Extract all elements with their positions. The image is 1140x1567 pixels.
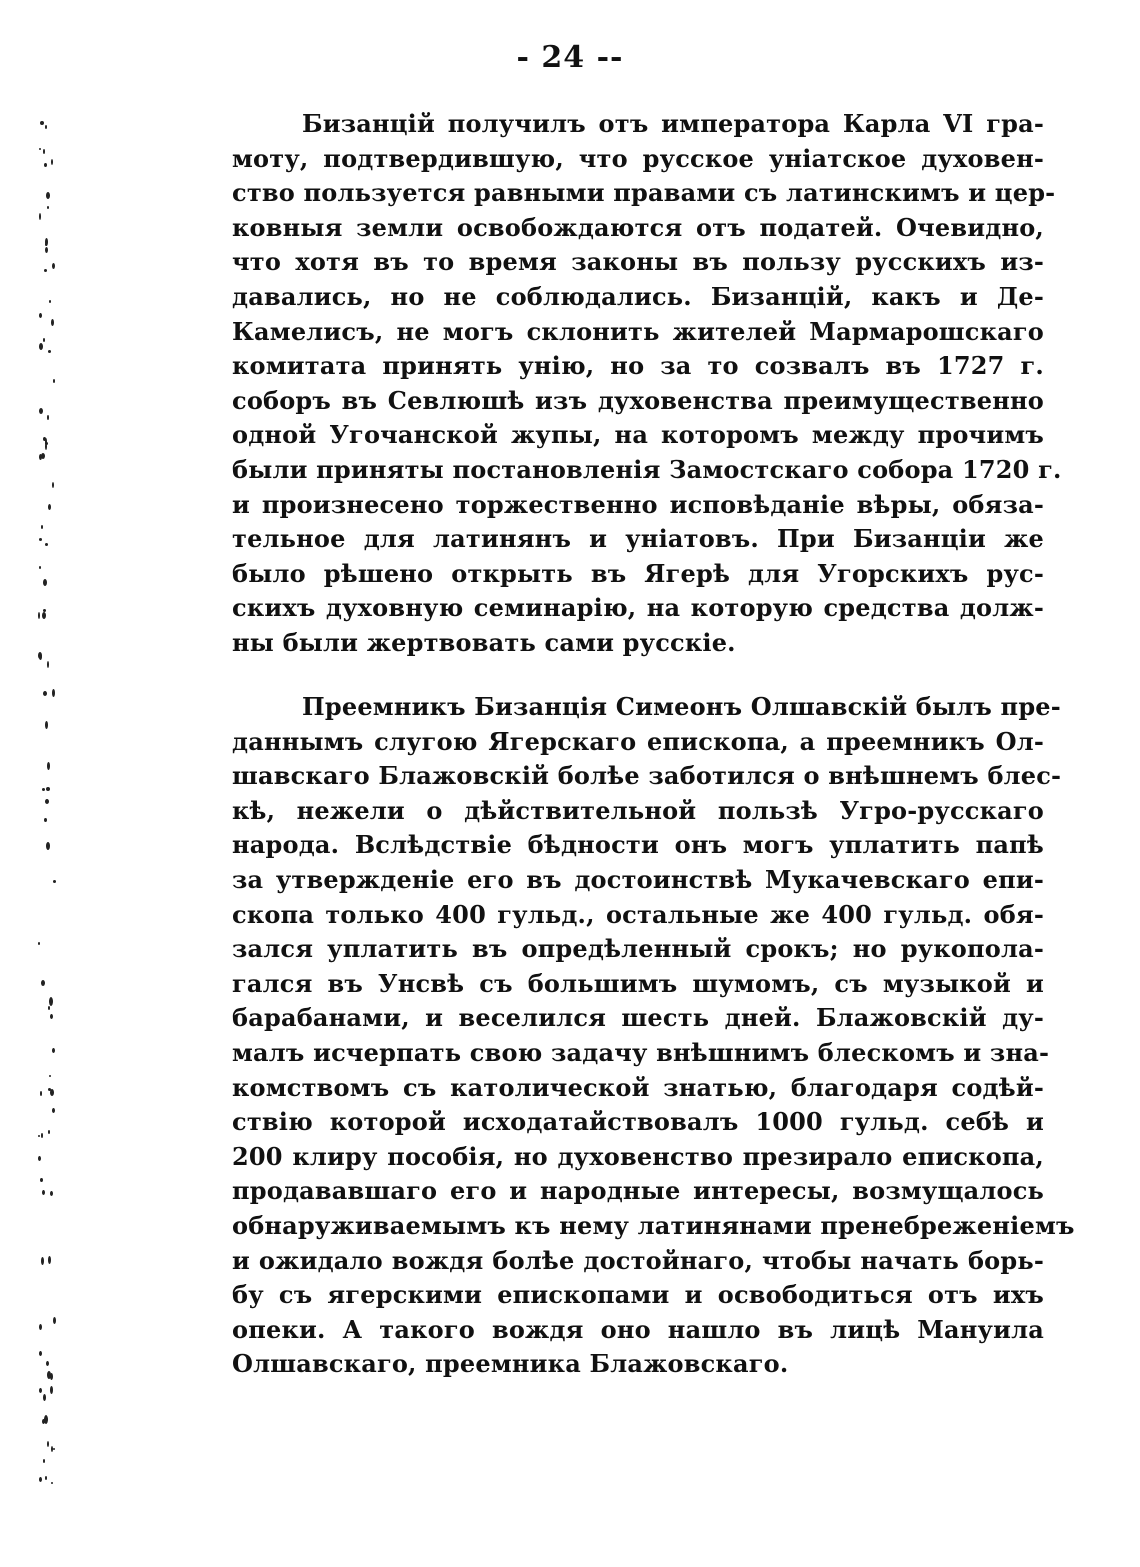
text-line: продававшаго его и народные интересы, возмущалось [232, 1176, 1044, 1206]
scan-speck [43, 437, 46, 441]
text-line: было рѣшено открыть въ Ягерѣ для Угорскихъ рус- [232, 558, 1044, 588]
scan-speck [39, 654, 42, 660]
text-line: комитата принять унію, но за то созвалъ въ 1727 г. [232, 351, 1044, 381]
scan-speck [39, 1351, 42, 1356]
scan-speck [38, 1156, 41, 1161]
scan-speck [44, 818, 47, 822]
text-line: ство пользуется равными правами съ латинскимъ и цер- [232, 178, 1056, 208]
text-line: малъ исчерпать свою задачу внѣшнимъ блескомъ и зна- [232, 1037, 1050, 1067]
scan-speck [50, 1014, 53, 1019]
text-line: опеки. А такого вождя оно нашло въ лицѣ Мануила [232, 1314, 1044, 1344]
scan-speck [51, 1446, 53, 1452]
text-line: даннымъ слугою Ягерскаго епископа, а преемникъ Ол- [232, 726, 1044, 756]
scan-speck [52, 263, 55, 269]
scan-speck [41, 980, 45, 986]
scan-speck [42, 612, 46, 619]
text-line: тельное для латинянъ и уніатовъ. При Бизанціи же [232, 524, 1044, 554]
text-line: одной Угочанской жупы, на которомъ между прочимъ [232, 420, 1044, 450]
scan-speck [52, 1108, 55, 1113]
scan-speck [41, 1133, 43, 1138]
binding-edge-marks [0, 120, 70, 1500]
scan-speck [51, 159, 53, 165]
scan-speck [47, 415, 49, 420]
scan-speck [43, 338, 45, 342]
scan-speck [48, 350, 51, 353]
text-line: Камелисъ, не могъ склонить жителей Мармарошскаго [232, 316, 1044, 346]
text-line: моту, подтвердившую, что русское уніатское духовен- [232, 143, 1044, 173]
text-line: скихъ духовную семинарію, на которую средства долж- [232, 593, 1044, 623]
scan-speck [38, 612, 40, 619]
scan-speck [45, 1476, 47, 1480]
scan-speck [46, 192, 50, 199]
scan-speck [45, 543, 48, 546]
scan-speck [43, 1394, 46, 1401]
text-line: 200 клиру пособія, но духовенство презирало епископа, [232, 1141, 1044, 1171]
scan-speck [43, 149, 45, 154]
scan-speck [40, 1178, 43, 1182]
scan-speck [48, 1006, 50, 1010]
scan-speck [46, 787, 50, 791]
scan-speck [39, 538, 42, 541]
scan-speck [43, 691, 47, 696]
scan-speck [53, 880, 56, 883]
text-line: барабанами, и веселился шесть дней. Блажовскій ду- [232, 1003, 1044, 1033]
scan-speck [48, 504, 51, 510]
scan-speck [44, 269, 47, 272]
text-line: бу съ ягерскими епископами и освободиться отъ ихъ [232, 1280, 1044, 1310]
scan-speck [45, 238, 48, 246]
text-line: зался уплатить въ опредѣленный срокъ; но рукопола- [232, 934, 1044, 964]
scan-speck [53, 1317, 56, 1324]
text-line: Олшавскаго, преемника Блажовскаго. [232, 1349, 789, 1379]
text-line: народа. Вслѣдствіе бѣдности онъ могъ уплатить папѣ [232, 830, 1044, 860]
scan-speck [46, 1361, 49, 1366]
scan-speck [42, 1190, 45, 1195]
scan-speck [47, 1371, 51, 1379]
scan-speck [53, 379, 55, 383]
scan-speck [39, 1477, 42, 1482]
scan-speck [40, 1091, 42, 1096]
text-line: ны были жертвовать сами русскіе. [232, 627, 736, 657]
text-line: скопа только 400 гульд., остальные же 400 гульд. обя- [232, 899, 1044, 929]
scan-speck [43, 1459, 45, 1463]
scan-speck [51, 1482, 53, 1484]
text-line: и ожидало вождя болѣе достойнаго, чтобы начать борь- [232, 1245, 1044, 1275]
text-line: ствію которой исходатайствовалъ 1000 гульд. себѣ и [232, 1107, 1044, 1137]
scan-speck [50, 1386, 53, 1394]
scan-speck [46, 842, 50, 850]
scan-speck [49, 997, 53, 1006]
scan-speck [39, 313, 42, 318]
scan-speck [41, 453, 45, 459]
text-line: обнаруживаемымъ къ нему латинянами пренебреженіемъ [232, 1210, 1075, 1240]
text-line: за утвержденіе его въ достоинствѣ Мукачевскаго епи- [232, 864, 1044, 894]
scan-speck [42, 1419, 45, 1424]
scan-speck [39, 1324, 42, 1330]
scan-speck [48, 1130, 50, 1134]
scan-speck [40, 121, 44, 125]
scan-speck [52, 482, 54, 488]
scan-speck [45, 125, 47, 129]
paragraph-2 [232, 690, 1075, 1382]
scan-speck [52, 689, 55, 697]
text-line: что хотя въ то время законы въ пользу русскихъ из- [232, 247, 1044, 277]
text-line: Бизанцій получилъ отъ императора Карла VI гра- [302, 109, 1044, 138]
scan-speck [39, 343, 43, 350]
scan-speck [51, 319, 54, 326]
text-line: кѣ, нежели о дѣйствительной пользѣ Угро-русскаго [232, 795, 1044, 825]
text-line: шавскаго Блажовскій болѣе заботился о внѣшнемъ блес- [232, 761, 1062, 791]
scan-speck [42, 788, 45, 791]
scan-speck [47, 1441, 49, 1447]
scan-speck [39, 213, 41, 220]
scan-speck [39, 408, 43, 414]
scan-speck [49, 1075, 51, 1077]
scan-speck [48, 1088, 51, 1091]
text-line: гался въ Унсвѣ съ большимъ шумомъ, съ музыкой и [232, 968, 1044, 998]
scan-speck [53, 1448, 55, 1450]
scan-speck [45, 443, 47, 450]
scan-speck [45, 247, 48, 253]
page-number: - 24 -- [516, 40, 624, 75]
scan-speck [45, 721, 48, 729]
scan-speck [48, 1256, 51, 1264]
scan-speck [44, 163, 47, 167]
scan-speck [39, 1388, 42, 1393]
text-line: соборъ въ Севлюшѣ изъ духовенства преимущественно [232, 385, 1044, 415]
scan-speck [41, 1257, 44, 1265]
scan-speck [47, 661, 49, 668]
text-line: давались, но не соблюдались. Бизанцій, какъ и Де- [232, 281, 1044, 311]
scan-speck [52, 1048, 55, 1053]
scan-speck [49, 300, 51, 303]
text-line: и произнесено торжественно исповѣданіе вѣры, обяза- [232, 489, 1044, 519]
scan-speck [41, 525, 43, 529]
scan-speck [39, 148, 41, 150]
scan-speck [38, 942, 40, 945]
text-line: были приняты постановленія Замостскаго собора 1720 г. [232, 454, 1062, 484]
scan-speck [39, 566, 41, 569]
scan-speck [45, 799, 49, 804]
text-line: ковныя земли освобождаются отъ податей. Очевидно, [232, 212, 1044, 242]
text-line: комствомъ съ католической знатью, благодаря содѣй- [232, 1072, 1044, 1102]
scan-speck [47, 762, 50, 770]
scan-speck [47, 206, 49, 209]
scan-speck [50, 1191, 53, 1196]
paragraph-1 [232, 107, 1062, 661]
scan-speck [43, 579, 47, 586]
text-line: Преемникъ Бизанція Симеонъ Олшавскій былъ пре- [302, 692, 1061, 721]
scan-speck [38, 1135, 40, 1137]
